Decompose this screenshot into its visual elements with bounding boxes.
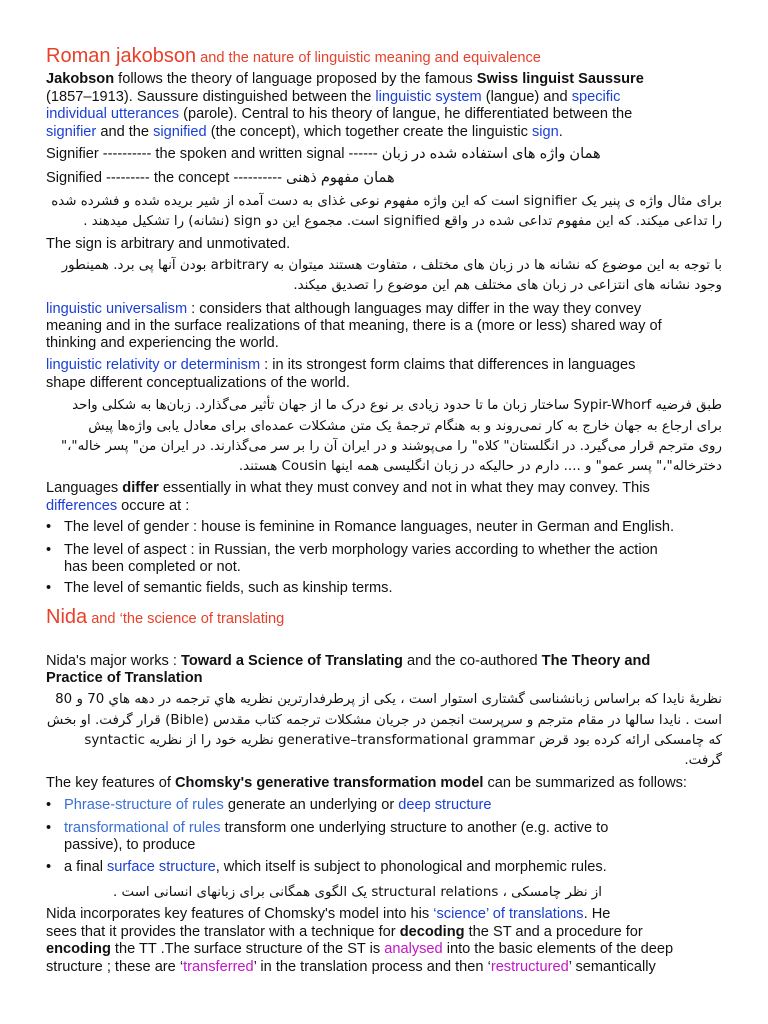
list-item-continuation: has been completed or not.: [64, 559, 241, 575]
para-line: [46, 357, 722, 374]
persian-line: برای ارجاع به جهان خارج به کار نمی‌روند و به هنگام ترجمهٔ یک متن مشکلات عمده‌ای برای معادل یابی واژه‌ها پیش: [88, 419, 722, 434]
persian-line: گرفت.: [684, 753, 722, 768]
book-title: Toward a Science of Translating: [180, 653, 403, 669]
persian-line: برای مثال واژه ی پنیر یک signifier است که این واژه مفهوم نوعی غذای به دست آمده از شیر بریده شده و فشرده شده: [51, 194, 722, 209]
text: ’ in the translation process and then ‘: [253, 959, 491, 975]
para-line: thinking and experiencing the world.: [46, 335, 279, 351]
text: . He: [583, 906, 611, 922]
text: a final: [64, 859, 107, 875]
text: Languages: [46, 480, 123, 496]
term-linguistic-universalism: linguistic universalism: [46, 301, 188, 317]
term-saussure: Swiss linguist Saussure: [476, 71, 644, 87]
text: and the: [96, 124, 154, 140]
heading-title: Roman jakobson: [46, 45, 197, 67]
term-decoding: decoding: [399, 924, 465, 940]
text: generate an underlying or: [223, 797, 399, 813]
list-item: [64, 820, 724, 837]
term-linguistic-system: linguistic system: [375, 89, 482, 105]
para-line: [46, 498, 722, 515]
text: (langue) and: [481, 89, 572, 105]
term-science-of-translations: ‘science’ of translations: [433, 906, 584, 922]
para-line: [46, 775, 722, 792]
persian-line: نظریهٔ نایدا که براساس زبانشناسی گشتاری استوار است ، یکی از پرطرفدارترین نظریه هاي ترجمه در دهه هاي 70 و 80: [55, 692, 722, 707]
text: sees that it provides the translator with a technique for: [46, 924, 400, 940]
term-individual-utterances: individual utterances: [46, 106, 180, 122]
persian-line: دخترخاله"،" پسر عمو" و .... دارم در حالیکه در زبان انگلیسی همه اینها Cousin هستند.: [238, 459, 722, 474]
persian-line: است . نایدا سالها در مقام مترجم و سرپرست انجمن در جریان مشکلات ترجمه کتاب مقدس (Bible) قرار گرفت. او بخش: [46, 713, 722, 728]
para-line: [46, 301, 722, 318]
text: follows the theory of language proposed by the famous: [114, 71, 477, 87]
text: Nida's major works :: [46, 653, 181, 669]
text: occure at :: [117, 498, 190, 514]
list-item: • The level of gender : house is feminine in Romance languages, neuter in German and English.: [64, 519, 724, 536]
para-line: shape different conceptualizations of the world.: [46, 375, 350, 391]
list-item: [64, 797, 724, 814]
para-line: [46, 480, 722, 497]
persian-line: وجود نشانه های انتزاعی در زبان های مختلف هم این موضوع را تصدیق میکند.: [293, 278, 722, 293]
term-transformational: transformational of rules: [64, 820, 221, 836]
term-differ: differ: [122, 480, 159, 496]
term-transferred: transferred: [183, 959, 254, 975]
persian-line: طبق فرضیه Sypir-Whorf ساختار زبان ما تا حدود زیادی بر نوع درک ما از جهان تأثیر می‌گذارد. زبان‌ها به شکلی واحد: [72, 398, 722, 413]
text: Nida incorporates key features of Chomsky's model into his: [46, 906, 434, 922]
para-line: meaning and in the surface realizations of that meaning, there is a (more or less) shared way of: [46, 318, 662, 334]
para-line: [46, 959, 722, 976]
heading-title: Nida: [46, 606, 88, 628]
text: into the basic elements of the deep: [442, 941, 674, 957]
term-surface-structure: surface structure: [107, 859, 216, 875]
term-specific: specific: [571, 89, 621, 105]
text: the TT .The surface structure of the ST is: [110, 941, 385, 957]
text: (the concept), which together create the linguistic: [206, 124, 532, 140]
text: (1857–1913). Saussure distinguished between the: [46, 89, 376, 105]
heading-jakobson: [46, 44, 722, 70]
para-line: [46, 124, 722, 141]
term-phrase-structure: Phrase-structure of rules: [64, 797, 224, 813]
arbitrary-line: The sign is arbitrary and unmotivated.: [46, 236, 291, 252]
term-deep-structure: deep structure: [398, 797, 492, 813]
text: The key features of: [46, 775, 175, 791]
para-line: [46, 71, 722, 88]
para-line: [46, 906, 722, 923]
persian-line: از نظر چامسکی ، structural relations یک الگوی همگانی برای زبانهای انسانی است .: [113, 885, 602, 900]
persian-line: را تداعی میکند. که این مفهوم تداعی شده در واقع signified است. مجموع این دو sign (نشانه) را تشکیل میدهند .: [83, 214, 722, 229]
text: .: [558, 124, 563, 140]
persian-line: با توجه به این موضوع که نشانه ها در زبان های مختلف ، متفاوت هستند میتوان به arbitrary بودن آنها پی برد. همینطور: [61, 258, 722, 273]
text: , which itself is subject to phonological and morphemic rules.: [215, 859, 607, 875]
text: essentially in what they must convey and not in what they may convey. This: [158, 480, 650, 496]
term-signified: signified: [153, 124, 207, 140]
term-differences: differences: [46, 498, 118, 514]
text: structure ; these are ‘: [46, 959, 184, 975]
book-title: Practice of Translation: [46, 670, 203, 686]
persian-line: روی مترجم قرار می‌گیرد. در انگلستان" کلاه" را می‌پوشند و در ایران آن را بر سر می‌گذارند. در ایران من" پسر خاله"،": [60, 439, 722, 454]
para-line: [46, 653, 722, 670]
list-item: [64, 859, 724, 876]
text: (parole). Central to his theory of langue, he differentiated between the: [179, 106, 633, 122]
text: : in its strongest form claims that differences in languages: [260, 357, 636, 373]
list-item: • The level of semantic fields, such as kinship terms.: [64, 580, 724, 597]
text: and the co-authored: [402, 653, 542, 669]
term-chomsky-model: Chomsky's generative transformation model: [174, 775, 484, 791]
text: transform one underlying structure to another (e.g. active to: [220, 820, 609, 836]
signifier-line: Signifier ---------- the spoken and written signal ------ همان واژه های استفاده شده در زبان: [46, 146, 601, 162]
heading-subtitle: and ‘the science of translating: [87, 611, 285, 627]
term-linguistic-relativity: linguistic relativity or determinism: [46, 357, 261, 373]
list-item-continuation: passive), to produce: [64, 837, 196, 853]
persian-line: syntactic نظریه خود را از نظریه generative–transformational grammar که چامسکی ارائه کرده بود قرض: [84, 733, 722, 748]
text: : considers that although languages may differ in the way they convey: [187, 301, 642, 317]
signified-line: Signified --------- the concept ---------- همان مفهوم ذهنی: [46, 170, 395, 186]
para-line: [46, 941, 722, 958]
term-analysed: analysed: [384, 941, 443, 957]
para-line: [46, 924, 722, 941]
term-encoding: encoding: [46, 941, 111, 957]
text: can be summarized as follows:: [483, 775, 687, 791]
book-title: The Theory and: [541, 653, 651, 669]
text: the ST and a procedure for: [464, 924, 643, 940]
term-signifier: signifier: [46, 124, 97, 140]
para-line: [46, 106, 722, 123]
term-sign: sign: [531, 124, 559, 140]
list-item: • The level of aspect : in Russian, the verb morphology varies according to whether the action: [64, 542, 724, 559]
term-restructured: restructured: [490, 959, 569, 975]
term-jakobson: Jakobson: [46, 71, 115, 87]
heading-nida: [46, 605, 722, 631]
para-line: [46, 89, 722, 106]
heading-subtitle: and the nature of linguistic meaning and equivalence: [196, 50, 541, 66]
text: ’ semantically: [568, 959, 656, 975]
